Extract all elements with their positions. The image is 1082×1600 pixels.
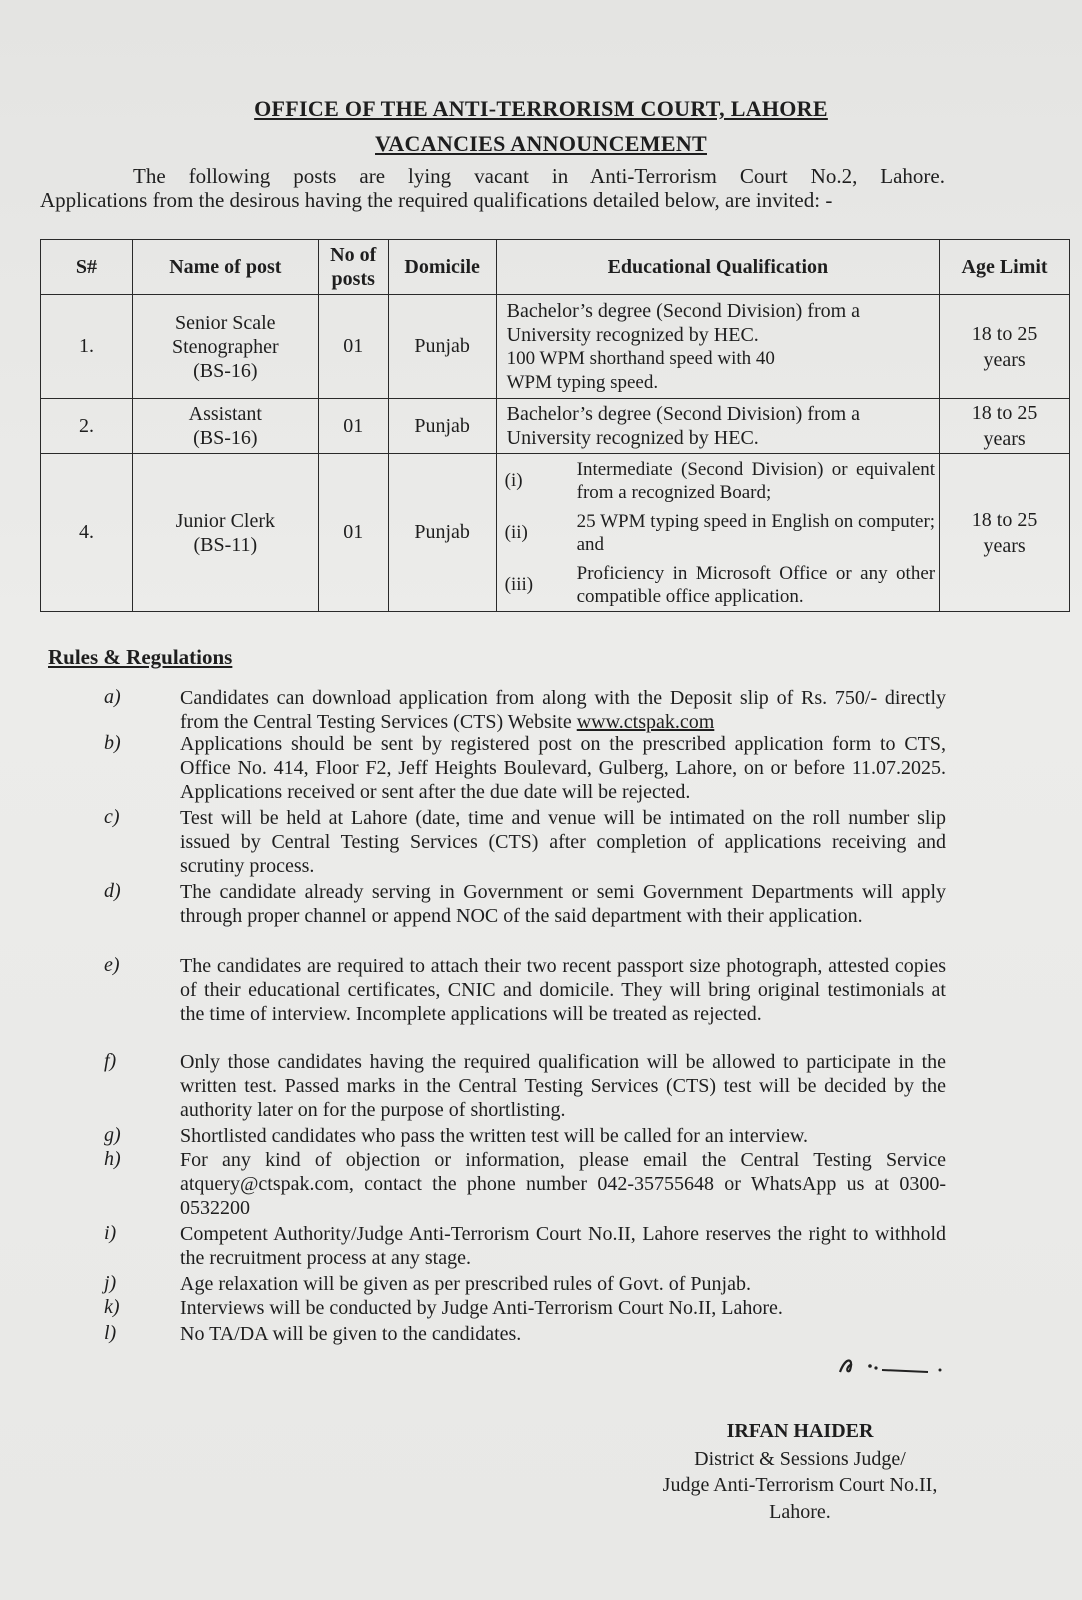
- row-qualification: [496, 454, 939, 612]
- qualification-list: [505, 458, 935, 608]
- item-number: (iii): [504, 574, 534, 595]
- age-line: years: [983, 348, 1026, 371]
- rule-letter: d): [104, 880, 121, 902]
- rule-text: Test will be held at Lahore (date, time and venue will be intimated on the roll number slip issued by Central Testing Services (CTS) after completion of applications receiving and scrutiny process.: [180, 807, 946, 877]
- row-age: [940, 295, 1070, 399]
- header-post: Name of post: [132, 240, 318, 295]
- rule-text: Age relaxation will be given as per prescribed rules of Govt. of Punjab.: [180, 1273, 751, 1295]
- post-line: Stenographer: [171, 335, 279, 358]
- qualification-line: Bachelor’s degree (Second Division) from a: [506, 403, 861, 425]
- list-item: [505, 458, 935, 504]
- age-line: 18 to 25: [971, 322, 1038, 345]
- rule-text: [180, 686, 946, 734]
- row-sno: 2.: [41, 399, 133, 454]
- row-num-posts: 01: [318, 399, 388, 454]
- signer-designation-1: District & Sessions Judge/: [694, 1448, 906, 1470]
- rule-text: Shortlisted candidates who pass the written test will be called for an interview.: [180, 1125, 808, 1147]
- rule-text: Only those candidates having the required qualification will be allowed to participate in the written test. Passed marks in the Central Testing Services (CTS) test will be decided by the authority later on for the purpose of shortlisting.: [180, 1051, 946, 1121]
- rule-text: Competent Authority/Judge Anti-Terrorism Court No.II, Lahore reserves the right to withhold the recruitment process at any stage.: [180, 1223, 946, 1269]
- list-item: [505, 556, 935, 608]
- row-post: [132, 295, 318, 399]
- intro-line-2: Applications from the desirous having the required qualifications detailed below, are invited: -: [40, 188, 833, 212]
- post-line: (BS-16): [193, 427, 258, 449]
- row-domicile: Punjab: [388, 295, 496, 399]
- row-qualification: [496, 295, 939, 399]
- table-header-row: [41, 240, 1070, 295]
- rule-letter: h): [104, 1148, 121, 1170]
- row-post: [132, 454, 318, 612]
- website-link[interactable]: www.ctspak.com: [576, 711, 715, 733]
- item-number: (ii): [504, 522, 528, 543]
- post-line: (BS-16): [193, 359, 258, 382]
- table-row: [41, 399, 1070, 454]
- table-row: [41, 454, 1070, 612]
- rule-letter: b): [104, 732, 121, 754]
- row-post: [132, 399, 318, 454]
- row-age: [940, 454, 1070, 612]
- post-line: (BS-11): [193, 533, 258, 556]
- header-qualification: Educational Qualification: [496, 240, 939, 295]
- row-sno: 4.: [41, 454, 133, 612]
- announcement-title: VACANCIES ANNOUNCEMENT: [375, 131, 707, 156]
- signer-name: IRFAN HAIDER: [726, 1420, 874, 1442]
- list-item: [505, 504, 935, 556]
- rule-text: Applications should be sent by registered post on the prescribed application form to CTS, Office No. 414, Floor F2, Jeff Heights Boulevard, Gulberg, Lahore, on or before 11.07.2025. Applications received or sent after the due date will be rejected.: [180, 733, 946, 803]
- qualification-line: University recognized by HEC.: [506, 323, 759, 346]
- row-sno: 1.: [41, 295, 133, 399]
- item-text: Proficiency in Microsoft Office or any other compatible office application.: [576, 562, 936, 607]
- rules-heading: Rules & Regulations: [48, 645, 233, 669]
- rule-letter: c): [104, 806, 120, 828]
- header-num-posts: No of posts: [318, 240, 388, 295]
- intro-line-1: The following posts are lying vacant in Anti-Terrorism Court No.2, Lahore.: [133, 164, 945, 188]
- intro-text: [40, 164, 945, 212]
- post-line: Senior Scale: [175, 311, 276, 334]
- header-sno: S#: [41, 240, 133, 295]
- signer-city: Lahore.: [769, 1501, 831, 1523]
- rule-text-body: Candidates can download application from along with the Deposit slip of Rs. 750/- directly from the Central Testing Services (CTS) Website: [180, 687, 946, 733]
- rule-letter: g): [104, 1124, 121, 1146]
- rule-letter: k): [104, 1296, 120, 1318]
- header-age: Age Limit: [940, 240, 1070, 295]
- rule-text: The candidate already serving in Government or semi Government Departments will apply through proper channel or append NOC of the said department with their application.: [180, 881, 946, 927]
- row-domicile: Punjab: [388, 454, 496, 612]
- qualification-line: WPM typing speed.: [506, 371, 659, 393]
- age-line: 18 to 25: [971, 508, 1038, 531]
- rule-letter: j): [104, 1272, 117, 1294]
- row-qualification: [496, 399, 939, 454]
- post-line: Assistant: [188, 403, 262, 425]
- rule-letter: e): [104, 954, 120, 976]
- rule-text: No TA/DA will be given to the candidates.: [180, 1323, 522, 1345]
- row-domicile: Punjab: [388, 399, 496, 454]
- rule-letter: i): [104, 1222, 117, 1244]
- table-row: [41, 295, 1070, 399]
- qualification-line: 100 WPM shorthand speed with 40: [506, 347, 775, 369]
- item-number: (i): [504, 470, 523, 491]
- qualification-line: Bachelor’s degree (Second Division) from a: [506, 299, 861, 322]
- rule-text: Interviews will be conducted by Judge Anti-Terrorism Court No.II, Lahore.: [180, 1297, 783, 1319]
- vacancies-table: [40, 239, 1070, 612]
- signer-designation-2: Judge Anti-Terrorism Court No.II,: [662, 1474, 938, 1496]
- row-num-posts: 01: [318, 454, 388, 612]
- age-line: 18 to 25: [971, 402, 1038, 424]
- item-text: 25 WPM typing speed in English on computer; and: [576, 510, 936, 555]
- post-line: Junior Clerk: [175, 509, 276, 532]
- row-num-posts: 01: [318, 295, 388, 399]
- age-line: years: [983, 428, 1026, 450]
- rule-letter: l): [104, 1322, 117, 1344]
- rule-letter: f): [104, 1050, 117, 1072]
- qualification-line: University recognized by HEC.: [506, 427, 759, 449]
- rule-text: For any kind of objection or information, please email the Central Testing Service atquery@ctspak.com, contact the phone number 042-35755648 or WhatsApp us at 0300-0532200: [180, 1149, 946, 1219]
- signature-mark: [836, 1346, 946, 1376]
- rule-text: The candidates are required to attach their two recent passport size photograph, attested copies of their educational certificates, CNIC and domicile. They will bring original testimonials at the time of interview. Incomplete applications will be treated as rejected.: [180, 955, 946, 1025]
- age-line: years: [983, 534, 1026, 557]
- office-title: OFFICE OF THE ANTI-TERRORISM COURT, LAHORE: [254, 96, 828, 121]
- row-age: [940, 399, 1070, 454]
- header-domicile: Domicile: [388, 240, 496, 295]
- rule-letter: a): [104, 686, 121, 708]
- item-text: Intermediate (Second Division) or equivalent from a recognized Board;: [576, 458, 936, 503]
